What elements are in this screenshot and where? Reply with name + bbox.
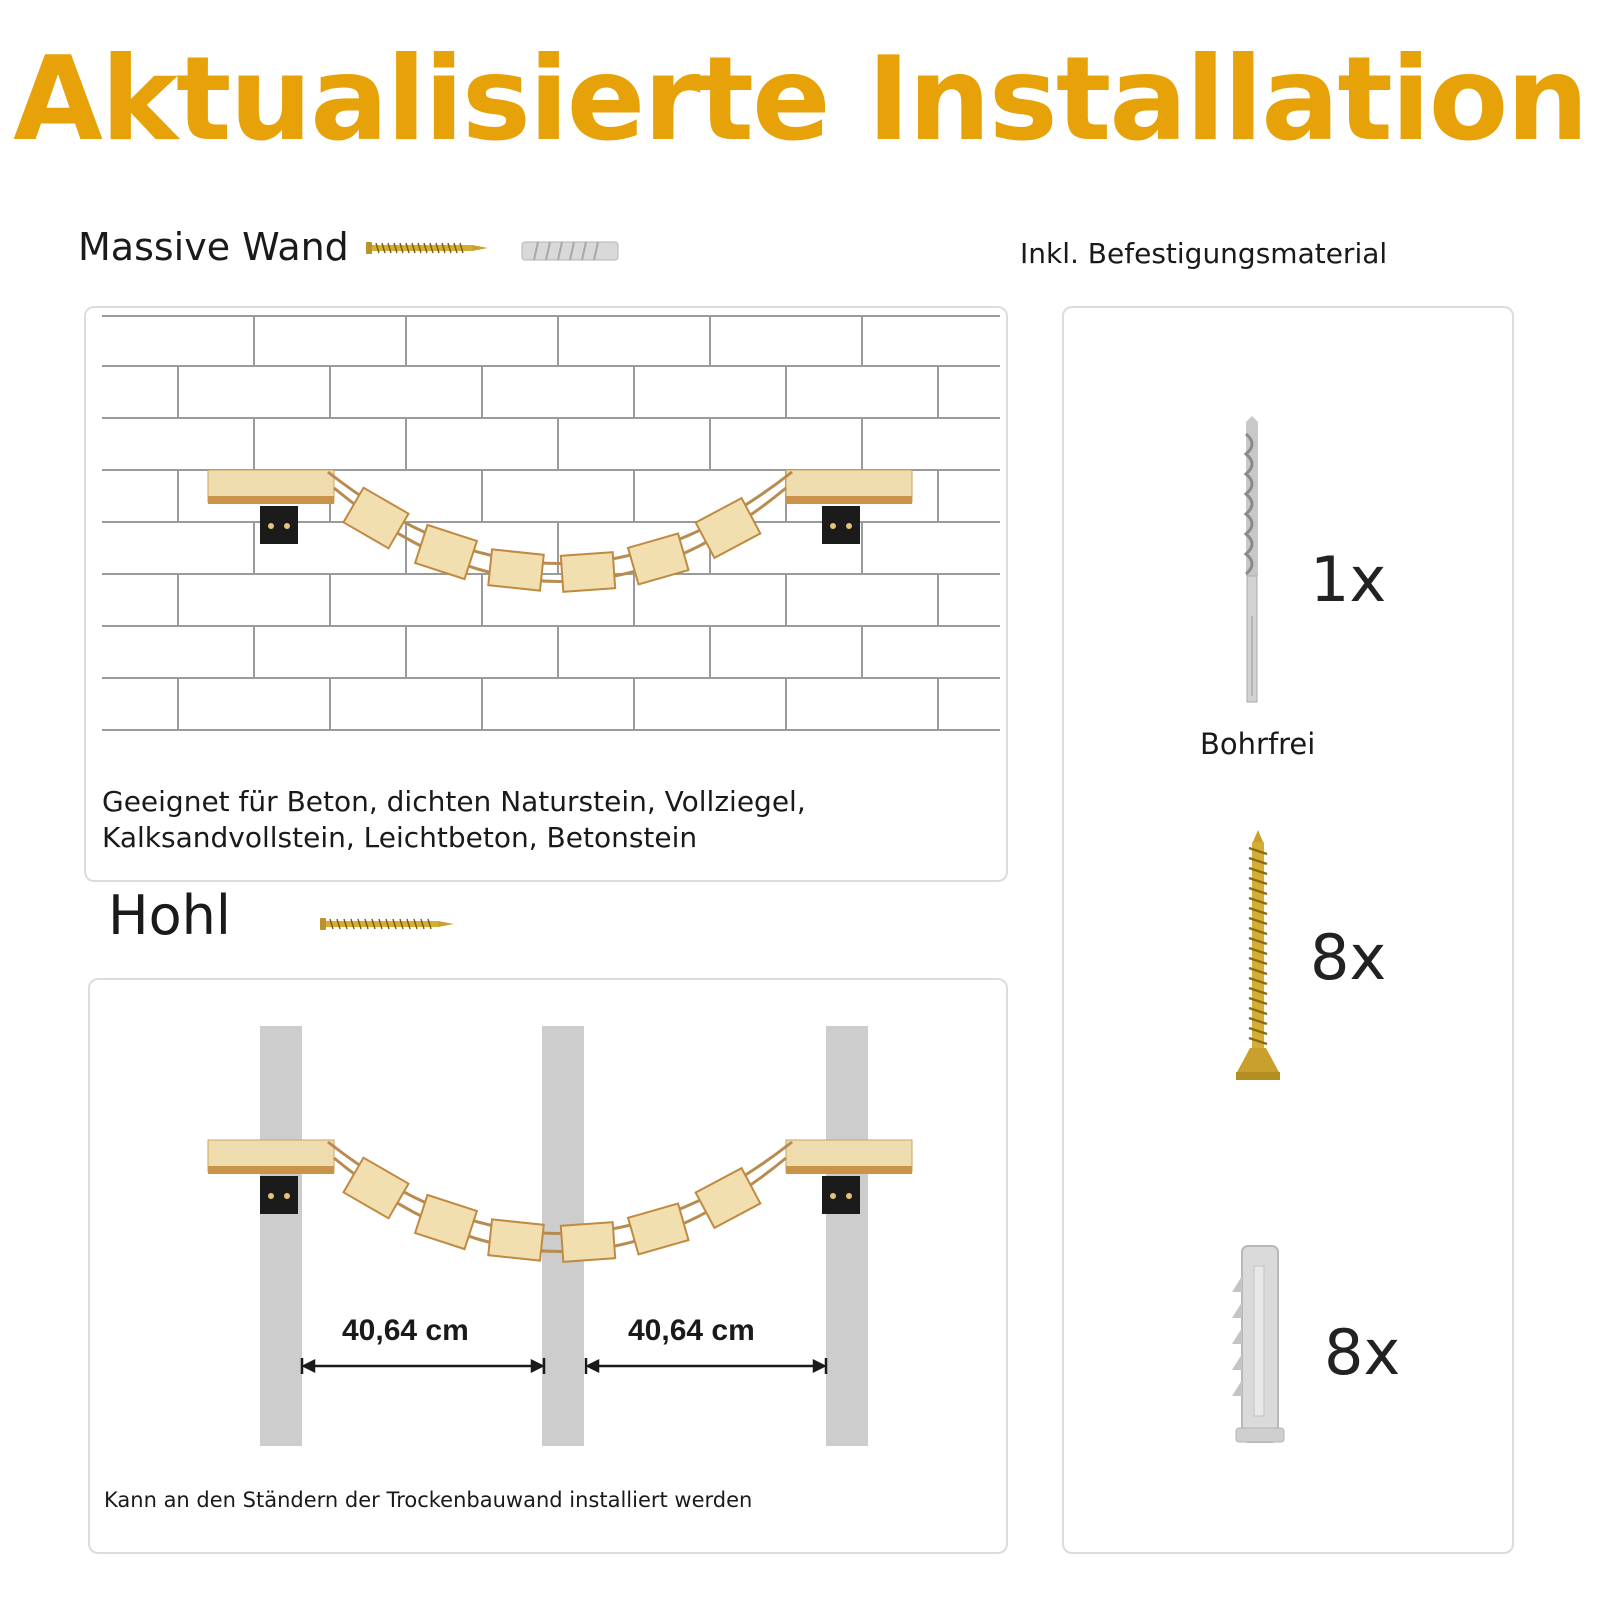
screw-icon: [320, 916, 456, 932]
wall-plug-quantity: 8x: [1324, 1316, 1401, 1389]
screw-icon: [1236, 830, 1280, 1082]
screw-icon: [366, 240, 490, 256]
wall-plug-icon: [522, 240, 618, 262]
hardware-kit-panel: [1062, 306, 1514, 1554]
dimension-arrows: [302, 1356, 828, 1376]
massive-heading: Massive Wand: [78, 225, 349, 269]
wall-plug-icon: [1232, 1246, 1288, 1446]
hollow-heading: Hohl: [108, 884, 231, 947]
kit-heading: Inkl. Befestigungsmaterial: [1020, 237, 1388, 270]
stud-distance-label: 40,64 cm: [628, 1314, 755, 1347]
drill-bit-icon: [1240, 416, 1264, 704]
stud-distance-label: 40,64 cm: [342, 1314, 469, 1347]
drill-bit-label: Bohrfrei: [1200, 727, 1316, 761]
cat-bridge-illustration: [208, 470, 912, 610]
page-title: Aktualisierte Installation: [13, 32, 1587, 167]
hollow-wall-caption: Kann an den Ständern der Trockenbauwand installiert werden: [104, 1488, 753, 1512]
drill-bit-quantity: 1x: [1310, 543, 1387, 616]
screw-quantity: 8x: [1310, 921, 1387, 994]
cat-bridge-illustration: [208, 1140, 912, 1280]
solid-wall-caption: Geeignet für Beton, dichten Naturstein, Vollziegel, Kalksandvollstein, Leichtbeton, Betonstein: [102, 785, 806, 854]
